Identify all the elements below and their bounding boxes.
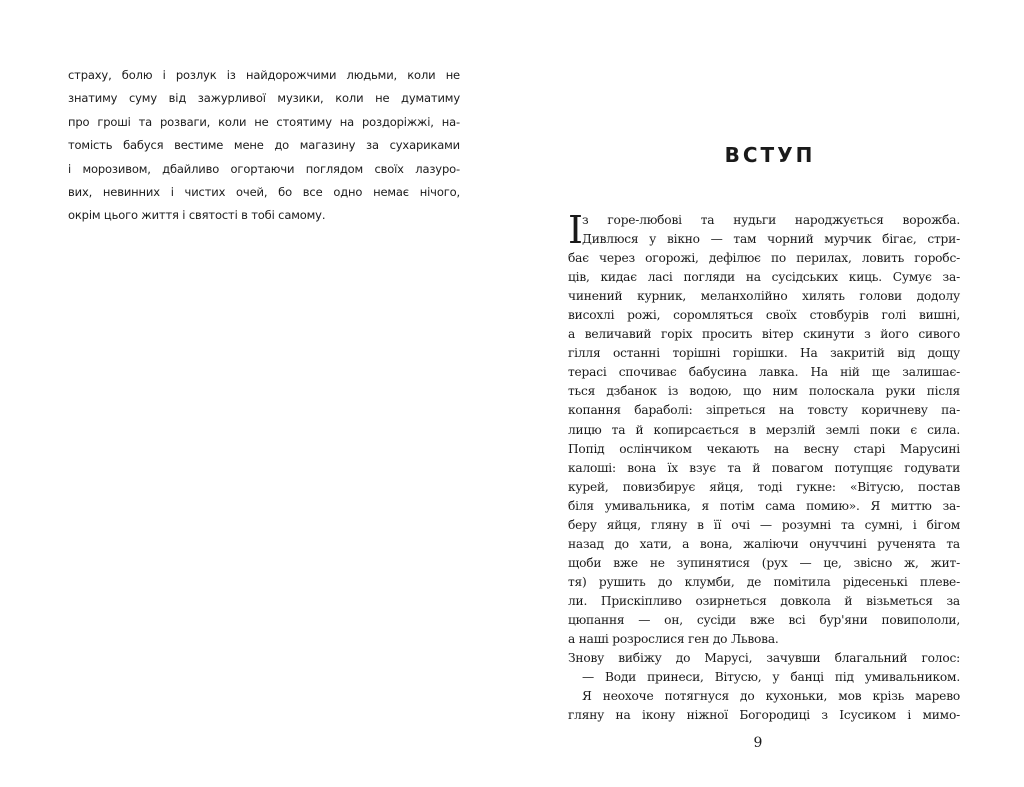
right-line-2: Дивлюся у вікно — там чорний мурчик бігає, стри- [582, 232, 960, 247]
right-line-11: копання бараболі: зіпреться на товсту коричневу па- [568, 403, 960, 418]
right-line-17: беру яйця, гляну в її очі — розумні та сумні, і бігом [568, 517, 960, 532]
right-line-18: назад до хати, а вона, жаліючи онуччині рученята та [568, 536, 960, 551]
right-line-26: Я неохоче потягнуся до кухоньки, мов крізь марево [582, 689, 960, 704]
left-line-6: вих, невинних і чистих очей, бо все одно немає нічого, [68, 185, 460, 200]
page-number: 9 [753, 735, 763, 751]
right-line-8: гілля останні торішні горішки. На закритій від дощу [568, 346, 960, 361]
left-line-5: і морозивом, дбайливо огортаючи поглядом своїх лазуро- [68, 161, 460, 176]
right-line-6: висохлі рожі, соромляться своїх стовбурів голі вишні, [568, 308, 960, 323]
right-line-9: терасі спочиває бабусина лавка. На ній ще залишає- [568, 365, 960, 380]
right-line-24: Знову вибіжу до Марусі, зачувши благальний голос: [568, 651, 960, 666]
left-page-text [68, 64, 460, 228]
right-line-5: чинений курник, меланхолійно хилять голови додолу [568, 289, 960, 304]
right-line-3: бає через огорожі, дефілює по перилах, ловить горобс- [568, 251, 960, 266]
right-line-12: лицю та й копирсається в мерзлій землі поки є сила. [568, 422, 960, 437]
right-line-22: цюпання — он, сусіди вже всі бур'яни повипололи, [568, 612, 960, 627]
right-line-27: гляну на ікону ніжної Богородиці з Ісусиком і мимо- [568, 708, 960, 723]
right-line-10: ться дзбанок із водою, що ним полоскала руки після [568, 384, 960, 399]
right-line-23: а наші розрослися ген до Львова. [568, 632, 779, 647]
right-line-16: біля умивальника, я потім сама помию». Я миттю за- [568, 498, 960, 513]
left-line-1: страху, болю і розлук із найдорожчими людьми, коли не [68, 68, 460, 82]
right-line-13: Попід ослінчиком чекають на весну старі Марусині [568, 441, 960, 456]
chapter-heading: ВСТУП [724, 143, 816, 167]
drop-cap: І [568, 208, 583, 252]
right-line-21: ли. Прискіпливо озирнеться довкола й візьметься за [568, 593, 960, 608]
right-line-19: щоби вже не зупинятися (рух — це, звісно ж, жит- [568, 555, 960, 570]
left-line-3: про гроші та розваги, коли не стоятиму на роздоріжжі, на- [68, 114, 460, 129]
right-line-1: з горе-любові та нудьги народжується ворожба. [582, 213, 960, 227]
right-line-25: — Води принеси, Вітусю, у банці під умивальником. [582, 670, 960, 685]
left-line-7: окрім цього життя і святості в тобі самому. [68, 208, 326, 223]
right-line-7: а величавий горіх просить вітер скинути з його сивого [568, 327, 960, 342]
left-line-2: знатиму суму від зажурливої музики, коли не думатиму [68, 91, 460, 106]
right-line-4: ців, кидає ласі погляди на сусідських киць. Сумує за- [568, 270, 960, 285]
right-line-14: калоші: вона їх взує та й повагом потупцяє годувати [568, 460, 960, 475]
right-line-20: тя) рушить до клумби, де помітила рідесенькі плеве- [568, 574, 960, 589]
right-page-text [568, 208, 960, 725]
left-line-4: томість бабуся вестиме мене до магазину за сухариками [68, 138, 460, 153]
right-line-15: курей, повизбирує яйця, тоді гукне: «Вітусю, постав [568, 479, 960, 494]
